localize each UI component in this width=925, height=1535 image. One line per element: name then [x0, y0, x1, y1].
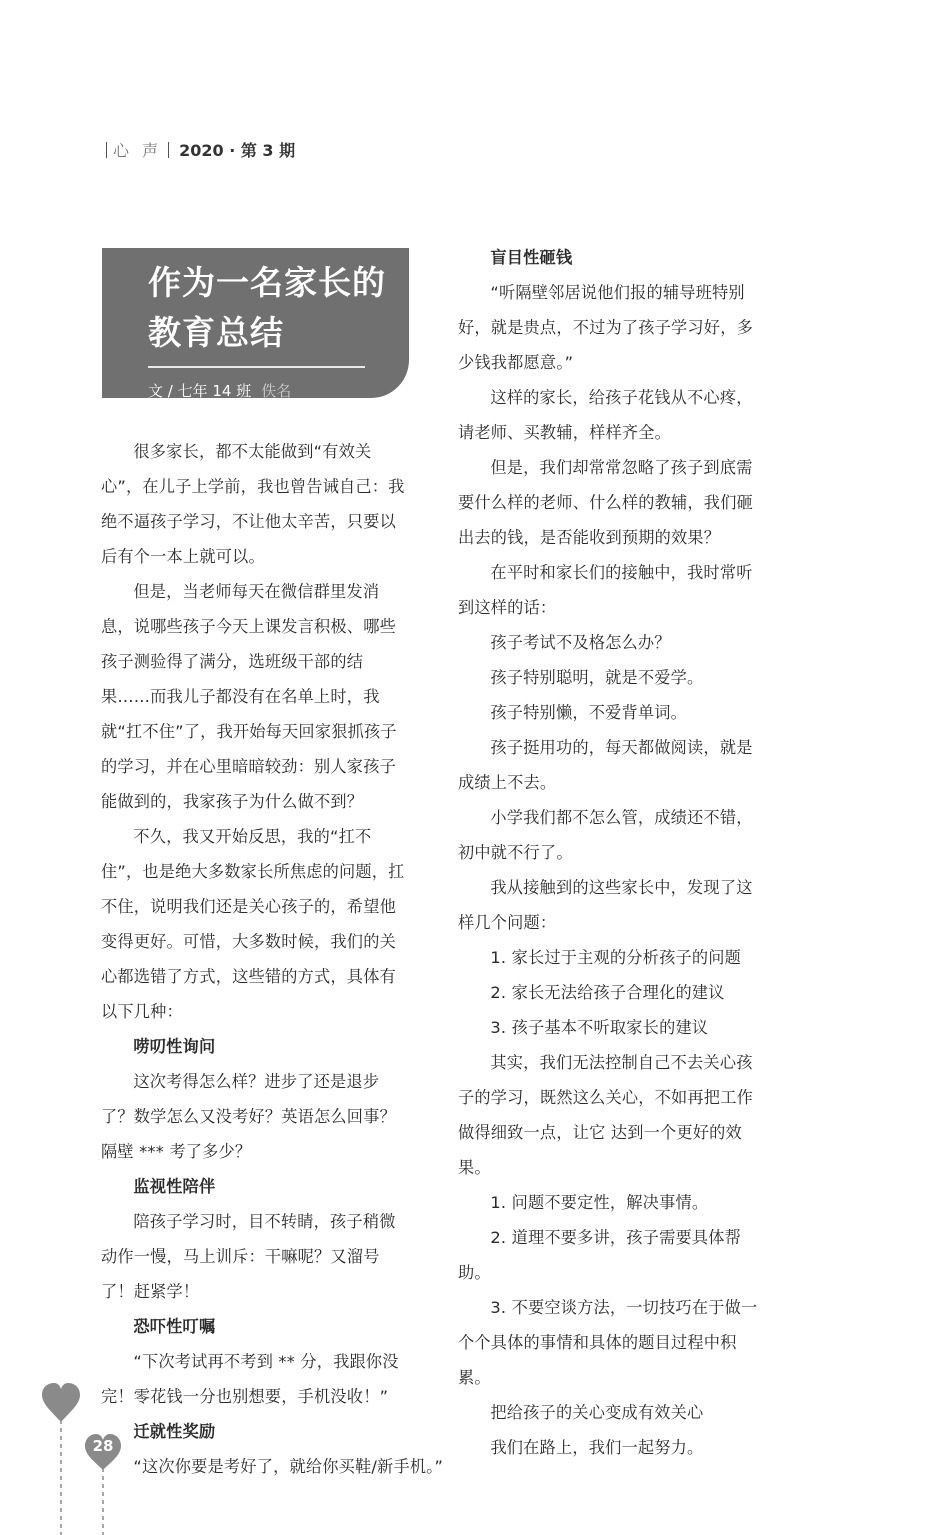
- byline-author: 佚名: [261, 382, 292, 400]
- list-item: 1. 问题不要定性，解决事情。: [490, 1193, 709, 1212]
- issue-label: 2020 · 第 3 期: [179, 141, 296, 160]
- subheading: 监视性陪伴: [133, 1177, 216, 1196]
- list-item: 3. 不要空谈方法，一切技巧在于做一个个具体的事情和具体的题目过程中积累。: [458, 1298, 758, 1387]
- subheading: 唠叨性询问: [133, 1037, 216, 1056]
- list-item: 3. 孩子基本不听取家长的建议: [490, 1018, 709, 1037]
- title-rule: [148, 366, 365, 368]
- paragraph: 孩子特别懒，不爱背单词。: [490, 703, 688, 722]
- issue-header: [100, 138, 295, 161]
- paragraph: 孩子特别聪明，就是不爱学。: [490, 668, 704, 687]
- left-column: [101, 434, 444, 1484]
- paragraph: “听隔壁邻居说他们报的辅导班特别好，就是贵点，不过为了孩子学习好，多少钱我都愿意。”: [458, 283, 753, 372]
- page-number: 28: [92, 1437, 114, 1455]
- paragraph: “这次你要是考好了，就给你买鞋/新手机。”: [133, 1457, 444, 1476]
- title-line-1: 作为一名家长的: [148, 263, 386, 302]
- byline-class: 文 / 七年 14 班: [148, 382, 252, 400]
- paragraph: 其实，我们无法控制自己不去关心孩子的学习，既然这么关心，不如再把工作做得细致一点，让它 达到一个更好的效果。: [458, 1053, 753, 1177]
- subheading: 恐吓性叮嘱: [133, 1317, 216, 1336]
- divider: [168, 142, 169, 158]
- title-line-2: 教育总结: [148, 313, 284, 352]
- paragraph: 我们在路上，我们一起努力。: [490, 1438, 704, 1457]
- list-item: 1. 家长过于主观的分析孩子的问题: [490, 948, 742, 967]
- paragraph: 这次考得怎么样？进步了还是退步了？数学怎么又没考好？英语怎么回事？隔壁 *** 考了多少？: [101, 1072, 396, 1161]
- article-title-box: [102, 248, 409, 398]
- divider: [106, 142, 107, 158]
- paragraph: 我从接触到的这些家长中，发现了这样几个问题：: [458, 878, 753, 932]
- paragraph: “下次考试再不考到 ** 分，我跟你没完！零花钱一分也别想要，手机没收！”: [101, 1352, 399, 1406]
- paragraph: 很多家长，都不太能做到“有效关心”，在儿子上学前，我也曾告诫自己：我绝不逼孩子学习，不让他太辛苦，只要以后有个一本上就可以。: [101, 442, 405, 566]
- paragraph: 但是，当老师每天在微信群里发消息，说哪些孩子今天上课发言积极、哪些孩子测验得了满分，选班级干部的结果……而我儿子都没有在名单上时，我就“扛不住”了，我开始每天回家狠抓孩子的学习，并在心里暗暗较劲：别人家孩子能做到的，我家孩子为什么做不到？: [101, 582, 397, 811]
- paragraph: 不久，我又开始反思，我的“扛不住”，也是绝大多数家长所焦虑的问题，扛不住，说明我们还是关心孩子的，希望他变得更好。可惜，大多数时候，我们的关心都选错了方式，这些错的方式，具体有以下几种：: [101, 827, 405, 1021]
- list-item: 2. 家长无法给孩子合理化的建议: [490, 983, 725, 1002]
- paragraph: 这样的家长，给孩子花钱从不心疼，请老师、买教辅，样样齐全。: [458, 388, 753, 442]
- subheading: 迁就性奖励: [133, 1422, 216, 1441]
- heart-icon-large: [42, 1383, 80, 1422]
- paragraph: 孩子挺用功的，每天都做阅读，就是成绩上不去。: [458, 738, 753, 792]
- paragraph: 小学我们都不怎么管，成绩还不错，初中就不行了。: [458, 808, 753, 862]
- section-label: 心 声: [113, 141, 163, 160]
- subheading: 盲目性砸钱: [490, 248, 573, 267]
- paragraph: 在平时和家长们的接触中，我时常听到这样的话：: [458, 563, 753, 617]
- paragraph: 陪孩子学习时，目不转睛，孩子稍微动作一慢，马上训斥：干嘛呢？又溜号了！赶紧学！: [101, 1212, 396, 1301]
- byline: [148, 380, 409, 401]
- paragraph: 孩子考试不及格怎么办？: [490, 633, 671, 652]
- paragraph: 但是，我们却常常忽略了孩子到底需要什么样的老师、什么样的教辅，我们砸出去的钱，是否能收到预期的效果？: [458, 458, 753, 547]
- paragraph: 把给孩子的关心变成有效关心: [490, 1403, 704, 1422]
- list-item: 2. 道理不要多讲，孩子需要具体帮助。: [458, 1228, 742, 1282]
- right-column: [458, 240, 768, 1465]
